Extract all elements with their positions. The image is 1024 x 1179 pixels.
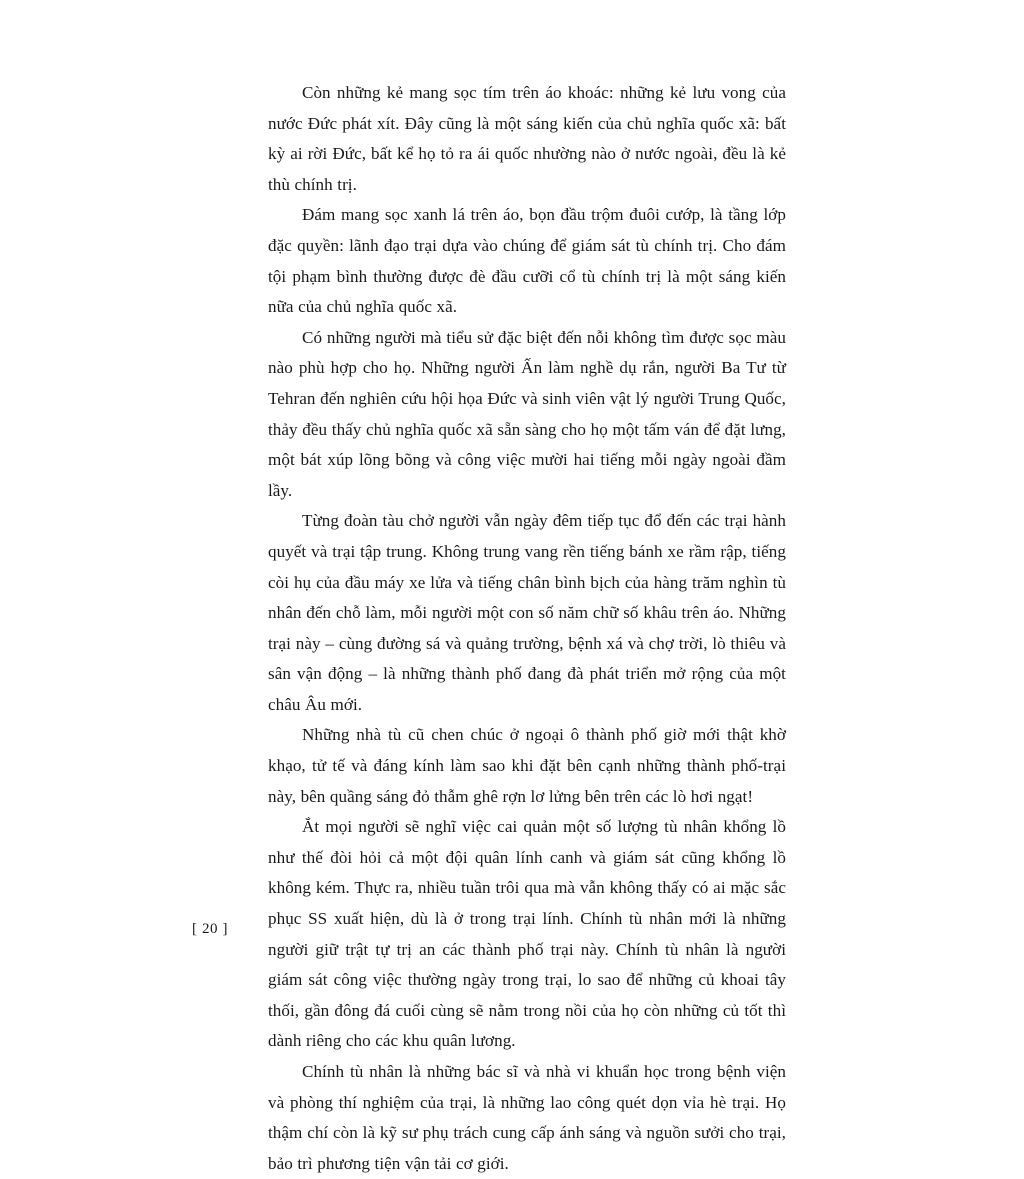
paragraph: Đám mang sọc xanh lá trên áo, bọn đầu trộm đuôi cướp, là tầng lớp đặc quyền: lãnh đạo trại dựa vào chúng để giám sát tù chính trị. Cho đám tội phạm bình thường được đè đầu cưỡi cổ tù chính trị là một sáng kiến nữa của chủ nghĩa quốc xã. — [268, 205, 786, 317]
paragraph: Ắt mọi người sẽ nghĩ việc cai quản một số lượng tù nhân khổng lồ như thế đòi hỏi cả một đội quân lính canh và giám sát cũng khổng lồ không kém. Thực ra, nhiều tuần trôi qua mà vẫn không thấy có ai mặc sắc phục SS xuất hiện, dù là ở trong trại lính. Chính tù nhân mới là những người giữ trật tự trị an các thành phố trại này. Chính tù nhân là người giám sát công việc thường ngày trong trại, lo sao để những củ khoai tây thối, gần đông đá cuối cùng sẽ nằm trong nồi của họ còn những củ tốt thì dành riêng cho các khu quân lương. — [268, 817, 786, 1051]
paragraph: Còn những kẻ mang sọc tím trên áo khoác: những kẻ lưu vong của nước Đức phát xít. Đây cũng là một sáng kiến của chủ nghĩa quốc xã: bất kỳ ai rời Đức, bất kể họ tỏ ra ái quốc nhường nào ở nước ngoài, đều là kẻ thù chính trị. — [268, 83, 786, 194]
paragraph: Chính tù nhân là những bác sĩ và nhà vi khuẩn học trong bệnh viện và phòng thí nghiệm của trại, là những lao công quét dọn vỉa hè trại. Họ thậm chí còn là kỹ sư phụ trách cung cấp ánh sáng và nguồn sưởi cho trại, bảo trì phương tiện vận tải cơ giới. — [268, 1062, 786, 1173]
paragraph: Những nhà tù cũ chen chúc ở ngoại ô thành phố giờ mới thật khờ khạo, tử tế và đáng kính làm sao khi đặt bên cạnh những thành phố-trại này, bên quầng sáng đỏ thẫm ghê rợn lơ lửng bên trên các lò hơi ngạt! — [268, 725, 786, 806]
body-text-column — [268, 78, 786, 1179]
paragraph: Từng đoàn tàu chở người vẫn ngày đêm tiếp tục đổ đến các trại hành quyết và trại tập trung. Không trung vang rền tiếng bánh xe rầm rập, tiếng còi hụ của đầu máy xe lửa và tiếng chân bình bịch của hàng trăm nghìn tù nhân đến chỗ làm, mỗi người một con số năm chữ số khâu trên áo. Những trại này – cùng đường sá và quảng trường, bệnh xá và chợ trời, lò thiêu và sân vận động – là những thành phố đang đà phát triển mở rộng của một châu Âu mới. — [268, 511, 786, 714]
paragraph: Có những người mà tiểu sử đặc biệt đến nỗi không tìm được sọc màu nào phù hợp cho họ. Những người Ấn làm nghề dụ rắn, người Ba Tư từ Tehran đến nghiên cứu hội họa Đức và sinh viên vật lý người Trung Quốc, thảy đều thấy chủ nghĩa quốc xã sẵn sàng cho họ một tấm ván để đặt lưng, một bát xúp lõng bõng và công việc mười hai tiếng mỗi ngày ngoài đầm lầy. — [268, 327, 786, 500]
page-number: [ 20 ] — [192, 921, 229, 937]
